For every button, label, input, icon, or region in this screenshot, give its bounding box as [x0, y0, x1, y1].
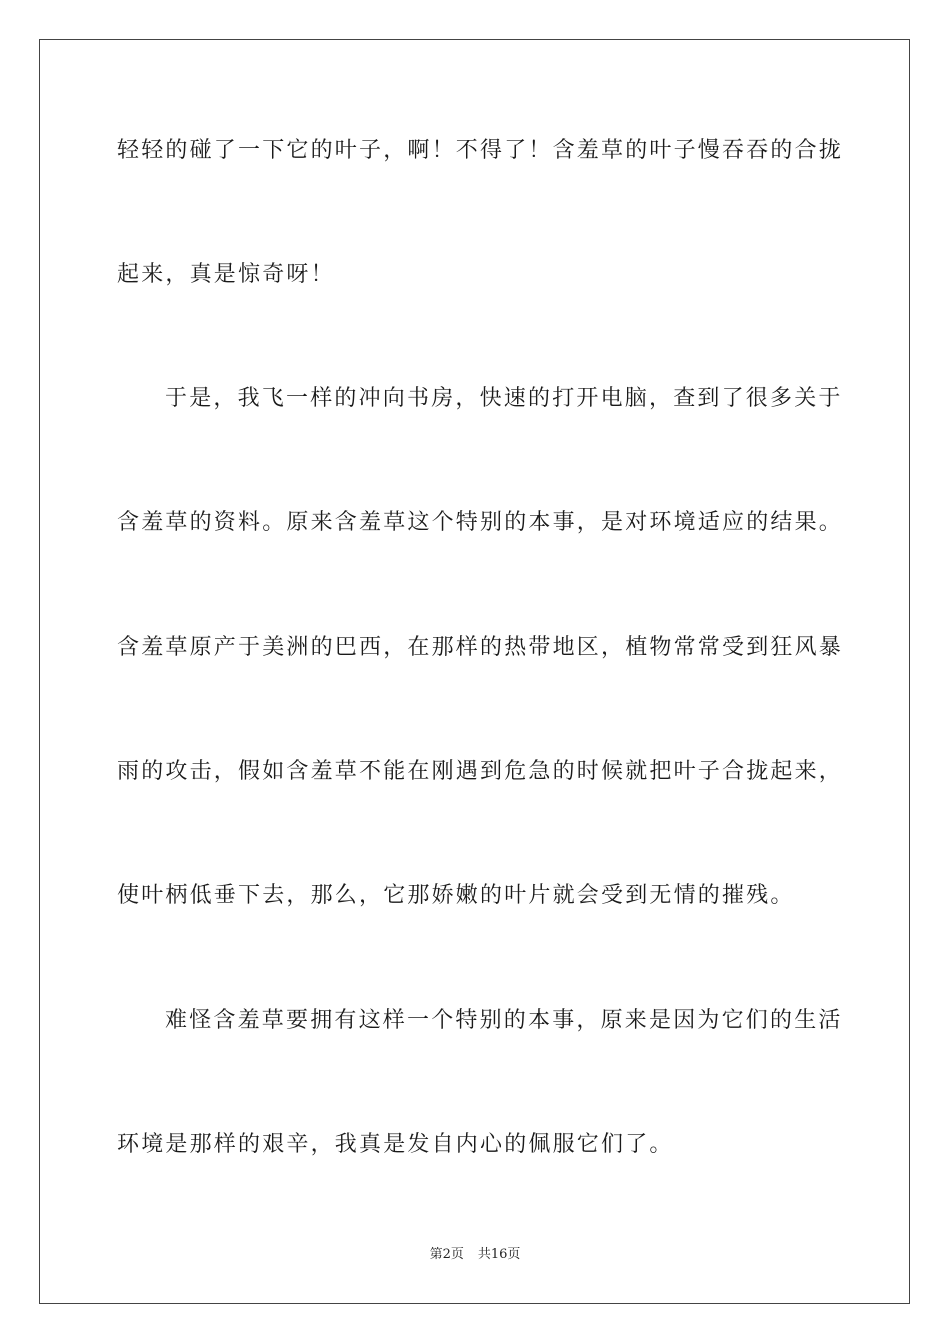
page-total: 共16页 — [477, 1247, 521, 1262]
body-text-line: 含羞草原产于美洲的巴西，在那样的热带地区，植物常常受到狂风暴 — [117, 635, 844, 660]
page-footer — [0, 1246, 950, 1264]
body-text-line: 含羞草的资料。原来含羞草这个特别的本事，是对环境适应的结果。 — [117, 510, 844, 535]
body-text-line: 使叶柄低垂下去，那么，它那娇嫩的叶片就会受到无情的摧残。 — [117, 883, 795, 908]
body-text-line: 轻轻的碰了一下它的叶子，啊！不得了！含羞草的叶子慢吞吞的合拢 — [117, 138, 844, 163]
body-text-line: 难怪含羞草要拥有这样一个特别的本事，原来是因为它们的生活 — [165, 1008, 843, 1033]
body-text-line: 环境是那样的艰辛，我真是发自内心的佩服它们了。 — [117, 1132, 674, 1157]
body-text-line: 起来，真是惊奇呀！ — [117, 262, 335, 287]
page-border — [39, 39, 910, 1304]
body-text-line: 于是，我飞一样的冲向书房，快速的打开电脑，查到了很多关于 — [165, 386, 843, 411]
body-text-line: 雨的攻击，假如含羞草不能在刚遇到危急的时候就把叶子合拢起来， — [117, 759, 844, 784]
page-number: 第2页 — [429, 1247, 464, 1262]
